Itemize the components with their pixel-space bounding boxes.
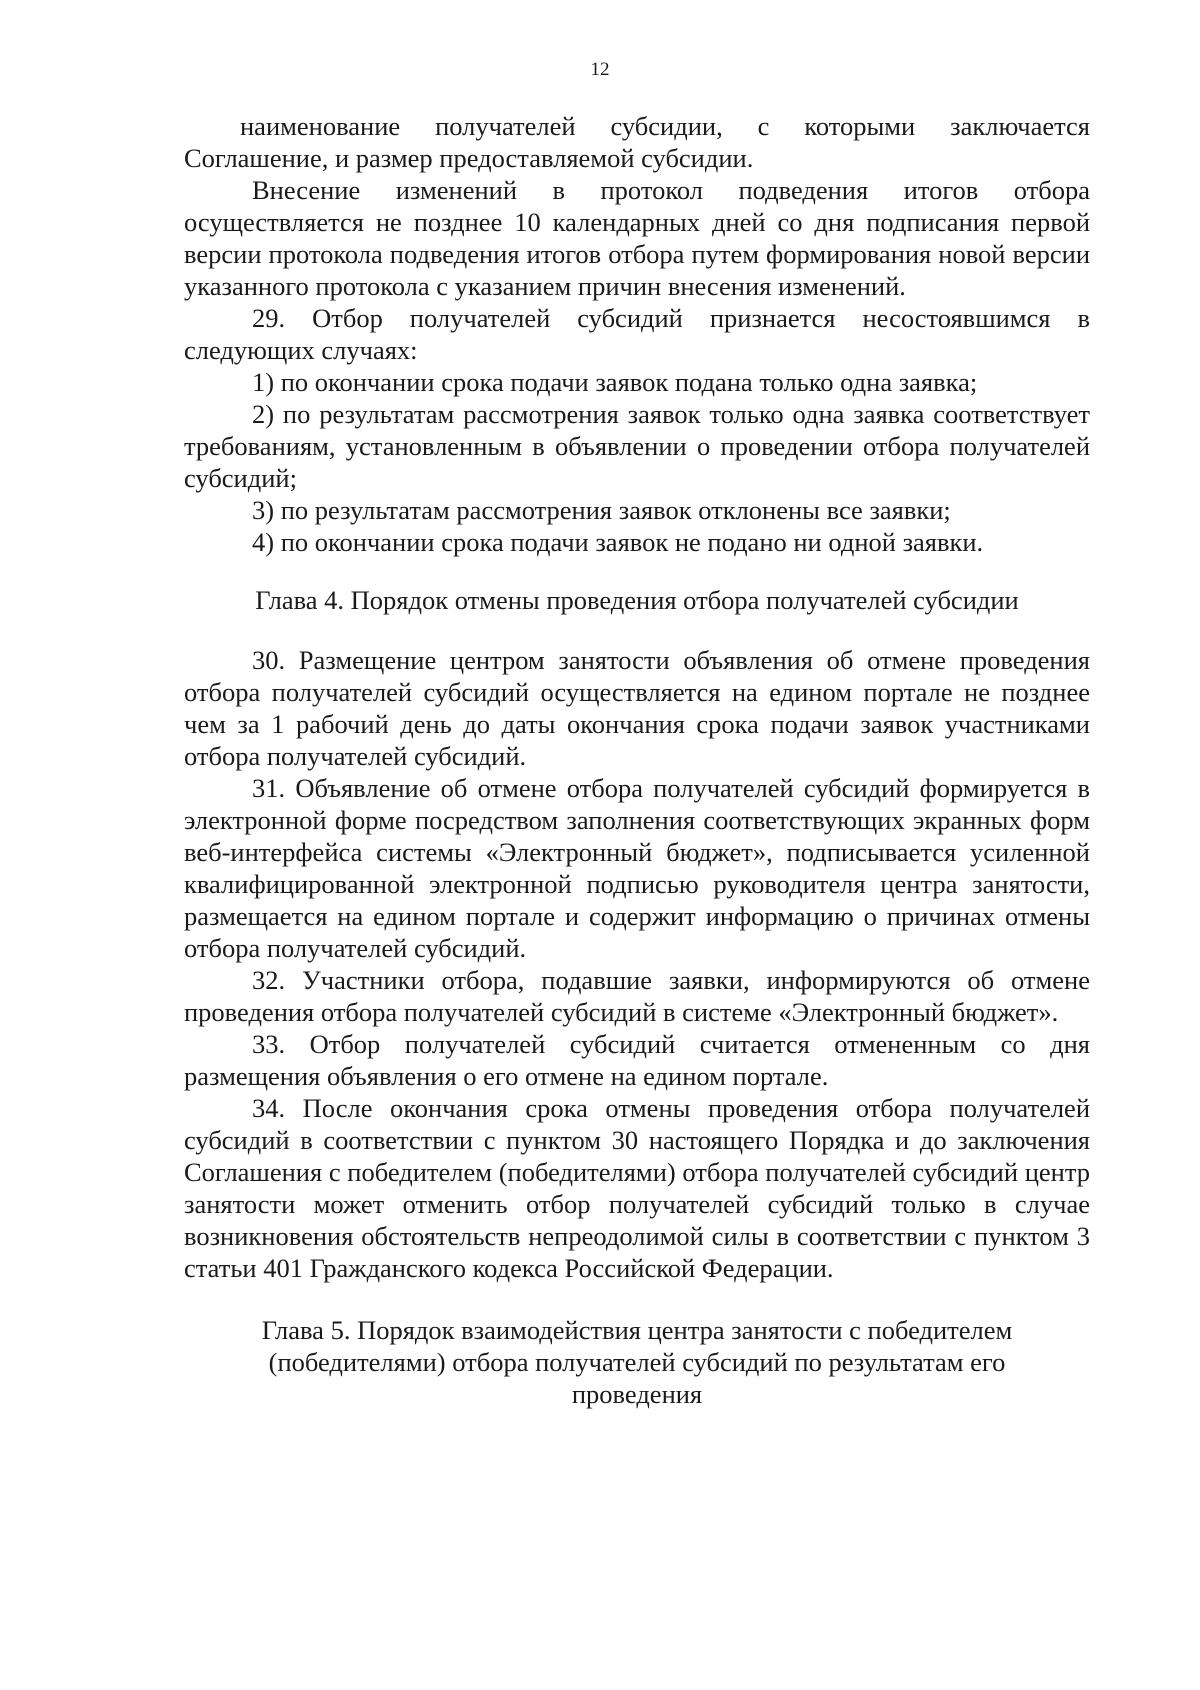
paragraph-29: 29. Отбор получателей субсидий признается несостоявшимся в следующих случаях: (184, 303, 1090, 365)
chapter-4-heading: Глава 4. Порядок отмены проведения отбора получателей субсидии (255, 585, 1019, 615)
paragraph-33: 33. Отбор получателей субсидий считается отмененным со дня размещения объявления о его отмене на едином портале. (184, 1029, 1090, 1091)
paragraph-32: 32. Участники отбора, подавшие заявки, информируются об отмене проведения отбора получателей субсидий в системе «Электронный бюджет». (184, 965, 1090, 1027)
paragraph-30: 30. Размещение центром занятости объявления об отмене проведения отбора получателей субсидий осуществляется на едином портале не позднее чем за 1 рабочий день до даты окончания срока подачи заявок участниками отбора получателей субсидий. (184, 645, 1090, 771)
list-item-29-3: 3) по результатам рассмотрения заявок отклонены все заявки; (252, 495, 951, 525)
paragraph-subsidy-recipients: наименование получателей субсидии, с которыми заключается Соглашение, и размер предоставляемой субсидии. (184, 111, 1090, 173)
chapter-5-heading: Глава 5. Порядок взаимодействия центра занятости с победителем (победителями) отбора получателей субсидий по результатам его проведения (261, 1315, 1013, 1409)
paragraph-protocol-changes: Внесение изменений в протокол подведения итогов отбора осуществляется не позднее 10 календарных дней со дня подписания первой версии протокола подведения итогов отбора путем формирования новой версии указанного протокола с указанием причин внесения изменений. (184, 175, 1090, 301)
document-body (184, 110, 1090, 1410)
list-item-29-1: 1) по окончании срока подачи заявок подана только одна заявка; (252, 367, 978, 397)
page-number: 12 (590, 59, 610, 80)
paragraph-34: 34. После окончания срока отмены проведения отбора получателей субсидий в соответствии с пунктом 30 настоящего Порядка и до заключения Соглашения с победителем (победителями) отбора получателей субсидий центр занятости может отменить отбор получателей субсидий только в случае возникновения обстоятельств непреодолимой силы в соответствии с пунктом 3 статьи 401 Гражданского кодекса Российской Федерации. (184, 1093, 1090, 1283)
list-item-29-2: 2) по результатам рассмотрения заявок только одна заявка соответствует требованиям, установленным в объявлении о проведении отбора получателей субсидий; (184, 399, 1090, 493)
paragraph-31: 31. Объявление об отмене отбора получателей субсидий формируется в электронной форме посредством заполнения соответствующих экранных форм веб-интерфейса системы «Электронный бюджет», подписывается усиленной квалифицированной электронной подписью руководителя центра занятости, размещается на едином портале и содержит информацию о причинах отмены отбора получателей субсидий. (184, 773, 1090, 963)
list-item-29-4: 4) по окончании срока подачи заявок не подано ни одной заявки. (252, 527, 984, 557)
